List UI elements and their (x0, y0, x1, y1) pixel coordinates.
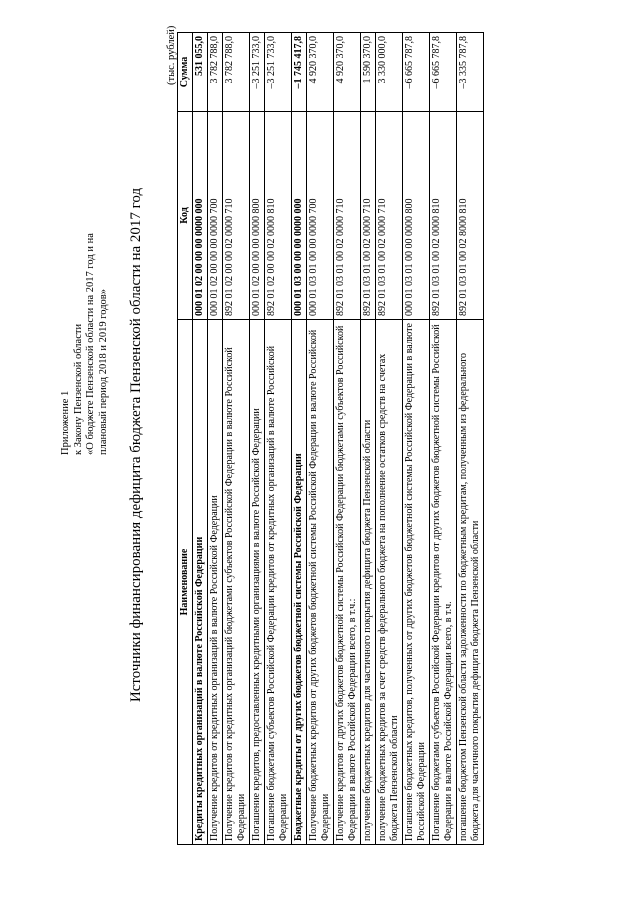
header-name: Наименование (178, 320, 193, 845)
financing-sources-table (177, 32, 484, 845)
appendix-line: плановый период 2018 и 2019 годов» (97, 289, 109, 455)
table-row (223, 33, 250, 845)
header-code: Код (178, 112, 193, 320)
row-name-cell: получение бюджетных кредитов за счет средств федерального бюджета на пополнение остатков средств на счетах бюджета Пензенской области (376, 320, 403, 845)
row-name-cell: Погашение кредитов, предоставленных кредитными организациями в валюте Российской Федерации (250, 320, 265, 845)
document-title: Источники финансирования дефицита бюджета Пензенской области на 2017 год (128, 187, 144, 703)
table-row (403, 33, 430, 845)
row-code-cell: 892 01 03 01 00 02 8000 810 (457, 112, 484, 320)
row-name-cell: Бюджетные кредиты от других бюджетов бюджетной системы Российской Федерации (292, 320, 307, 845)
table-row (457, 33, 484, 845)
row-code-cell: 892 01 03 01 00 02 0000 710 (376, 112, 403, 320)
row-code-cell: 892 01 03 01 00 02 0000 710 (361, 112, 376, 320)
row-sum-cell: 4 920 370,0 (334, 33, 361, 112)
table-row (307, 33, 334, 845)
appendix-line: Приложение 1 (60, 390, 71, 455)
row-code-cell: 000 01 02 00 00 00 0000 800 (250, 112, 265, 320)
appendix-header (60, 35, 110, 455)
table-row (292, 33, 307, 845)
row-code-cell: 000 01 02 00 00 00 0000 700 (208, 112, 223, 320)
table-row (208, 33, 223, 845)
appendix-line: к Закону Пензенской области (72, 323, 84, 455)
row-name-cell: Кредиты кредитных организаций в валюте Российской Федерации (193, 320, 208, 845)
row-sum-cell: –3 335 787,8 (457, 33, 484, 112)
unit-note: (тыс. рублей) (166, 25, 177, 85)
row-name-cell: погашение бюджетом Пензенской области задолженности по бюджетным кредитам, полученным из федерального бюджета для частичного покрытия дефицита бюджета Пензенской области (457, 320, 484, 845)
row-sum-cell: 4 920 370,0 (307, 33, 334, 112)
row-sum-cell: –3 251 733,0 (250, 33, 265, 112)
table-row (430, 33, 457, 845)
row-code-cell: 000 01 03 01 00 00 0000 700 (307, 112, 334, 320)
table-header-row (178, 33, 193, 845)
table-row (334, 33, 361, 845)
row-sum-cell: 531 055,0 (193, 33, 208, 112)
row-sum-cell: –3 251 733,0 (265, 33, 292, 112)
row-sum-cell: 1 590 370,0 (361, 33, 376, 112)
row-sum-cell: –6 665 787,8 (403, 33, 430, 112)
row-name-cell: Погашение бюджетами субъектов Российской Федерации кредитов от других бюджетов бюджетной системы Российской Федерации в валюте Российской Федерации всего, в т.ч. (430, 320, 457, 845)
table-row (361, 33, 376, 845)
row-name-cell: получение бюджетных кредитов для частичного покрытия дефицита бюджета Пензенской области (361, 320, 376, 845)
row-sum-cell: –1 745 417,8 (292, 33, 307, 112)
row-code-cell: 000 01 03 00 00 00 0000 000 (292, 112, 307, 320)
table-row (193, 33, 208, 845)
header-sum: Сумма (178, 33, 193, 112)
row-sum-cell: 3 782 788,0 (223, 33, 250, 112)
appendix-line: «О бюджете Пензенской области на 2017 год и на (85, 233, 96, 455)
row-code-cell: 892 01 03 01 00 02 0000 810 (430, 112, 457, 320)
row-code-cell: 000 01 03 01 00 00 0000 800 (403, 112, 430, 320)
row-code-cell: 000 01 02 00 00 00 0000 000 (193, 112, 208, 320)
row-code-cell: 892 01 03 01 00 02 0000 710 (334, 112, 361, 320)
row-name-cell: Получение кредитов от других бюджетов бюджетной системы Российской Федерации бюджетами субъектов Российской Федерации в валюте Российской Федерации всего, в т.ч.: (334, 320, 361, 845)
row-name-cell: Получение бюджетных кредитов от других бюджетов бюджетной системы Российской Федерации в валюте Российской Федерации (307, 320, 334, 845)
table-row (265, 33, 292, 845)
row-name-cell: Погашение бюджетных кредитов, полученных от других бюджетов бюджетной системы Российской Федерации в валюте Российской Федерации (403, 320, 430, 845)
row-code-cell: 892 01 02 00 00 02 0000 810 (265, 112, 292, 320)
table-row (376, 33, 403, 845)
row-name-cell: Получение кредитов от кредитных организаций бюджетами субъектов Российской Федерации в валюте Российской Федерации (223, 320, 250, 845)
table-row (250, 33, 265, 845)
row-sum-cell: –6 665 787,8 (430, 33, 457, 112)
row-code-cell: 892 01 02 00 00 02 0000 710 (223, 112, 250, 320)
row-sum-cell: 3 330 000,0 (376, 33, 403, 112)
row-name-cell: Погашение бюджетами субъектов Российской Федерации кредитов от кредитных организаций в валюте Российской Федерации (265, 320, 292, 845)
row-name-cell: Получение кредитов от кредитных организаций в валюте Российской Федерации (208, 320, 223, 845)
row-sum-cell: 3 782 788,0 (208, 33, 223, 112)
